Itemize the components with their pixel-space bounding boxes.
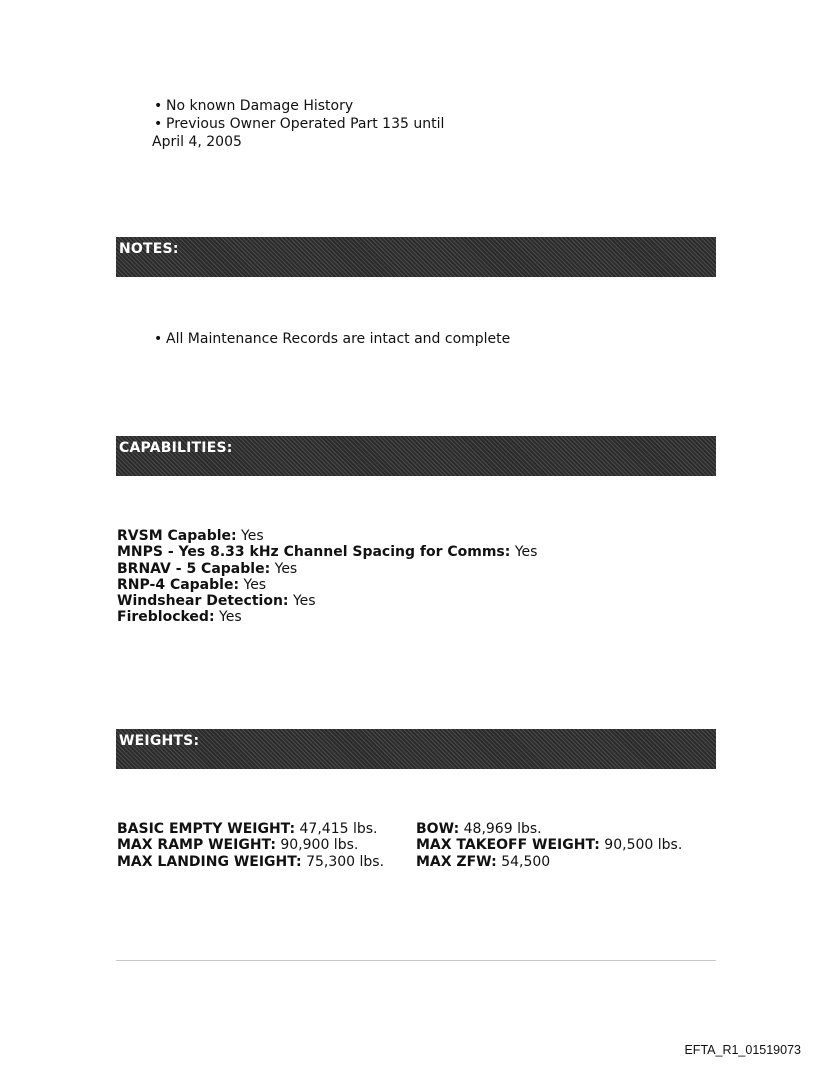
weights-left-column [117,821,384,870]
weight-row [117,837,384,853]
history-list [152,97,444,151]
weight-label: BOW: [416,821,460,837]
capabilities-section-header [116,436,716,476]
capability-value: Yes [214,609,242,626]
weight-label: MAX RAMP WEIGHT: [117,837,276,854]
weights-section-header [116,729,716,769]
capability-value: Yes [270,560,298,577]
capability-row [117,609,537,625]
weight-row [117,854,384,870]
weights-right-column [416,821,682,870]
weight-label: MAX LANDING WEIGHT: [117,853,302,870]
section-title: WEIGHTS: [119,733,200,749]
capability-row [117,528,537,544]
notes-item-text: All Maintenance Records are intact and complete [166,331,511,347]
notes-section-header [116,237,716,277]
section-title: CAPABILITIES: [119,440,233,456]
list-item [152,330,510,348]
capability-label: Windshear Detection: [117,593,289,610]
section-title: NOTES: [119,241,179,257]
divider [116,960,716,961]
weight-value: 75,300 lbs. [301,853,385,870]
notes-list [152,330,510,348]
capability-value: Yes [288,593,316,610]
document-id: EFTA_R1_01519073 [684,1043,801,1057]
weight-label: MAX TAKEOFF WEIGHT: [416,837,600,854]
list-item [152,97,444,115]
capability-label: Fireblocked: [117,609,215,626]
history-item-continuation: April 4, 2005 [152,134,242,150]
capability-label: RNP-4 Capable: [117,576,240,593]
weight-label: BASIC EMPTY WEIGHT: [117,821,296,837]
capabilities-list [117,528,537,626]
weight-row [416,837,682,853]
capability-value: Yes [236,528,264,544]
capability-row [117,544,537,560]
weight-value: 54,500 [496,853,551,870]
weight-row [416,854,682,870]
capability-label: MNPS - Yes 8.33 kHz Channel Spacing for Comms: [117,544,511,561]
history-item-text: Previous Owner Operated Part 135 until [166,116,445,132]
capability-value: Yes [239,576,267,593]
list-item [152,115,444,151]
weight-value: 48,969 lbs. [459,821,542,837]
capability-label: BRNAV - 5 Capable: [117,560,271,577]
capability-label: RVSM Capable: [117,528,237,544]
weight-row [416,821,682,837]
capability-row [117,593,537,609]
weight-value: 47,415 lbs. [295,821,378,837]
history-item-text: No known Damage History [166,98,354,114]
capability-row [117,577,537,593]
capability-value: Yes [510,544,538,561]
weight-row [117,821,384,837]
capability-row [117,561,537,577]
weight-label: MAX ZFW: [416,853,497,870]
weight-value: 90,900 lbs. [275,837,359,854]
weight-value: 90,500 lbs. [599,837,683,854]
